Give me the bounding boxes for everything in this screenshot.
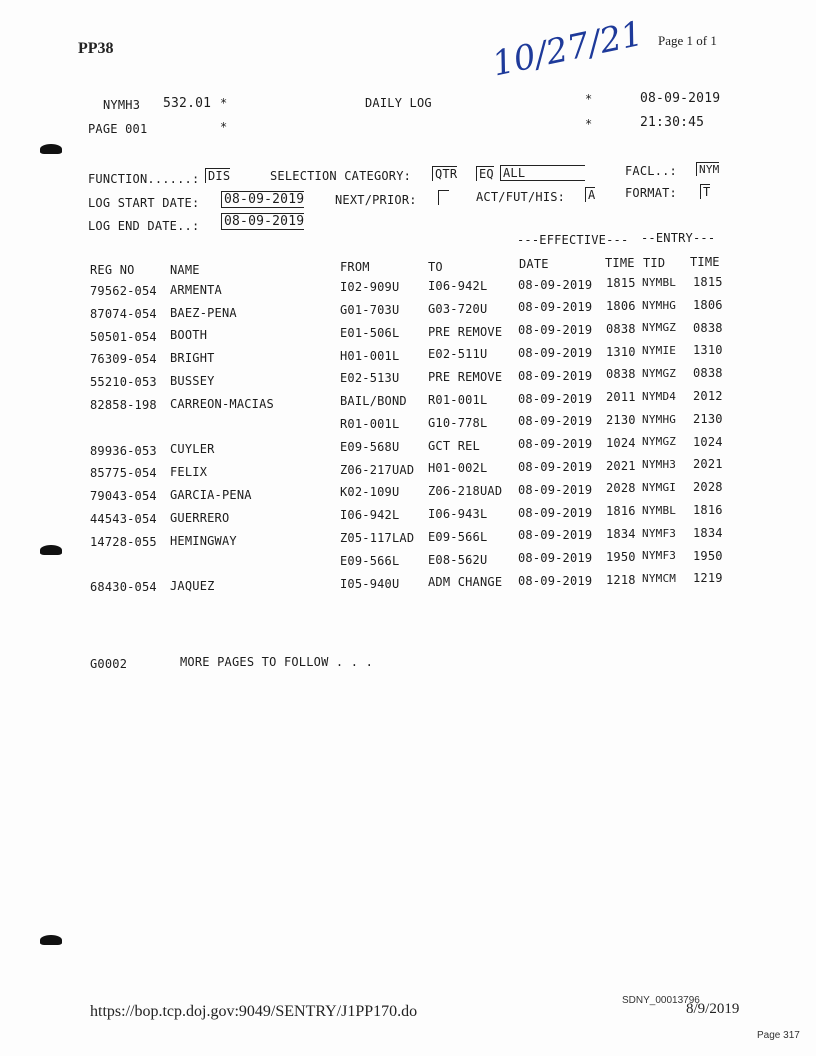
entry-time-cell: 2028 bbox=[693, 480, 723, 495]
selection-eq: EQ bbox=[476, 166, 494, 181]
to-cell: I06-943L bbox=[428, 506, 488, 521]
to-cell: E08-562U bbox=[428, 552, 488, 567]
selection-all: ALL bbox=[500, 165, 585, 181]
from-cell: Z05-117LAD bbox=[340, 531, 415, 546]
entry-time-cell: 2012 bbox=[693, 388, 723, 403]
function-label: FUNCTION......: bbox=[88, 172, 200, 186]
from-cell: R01-001L bbox=[340, 417, 400, 432]
act-fut-his-value: A bbox=[585, 187, 595, 202]
name-cell: BOOTH bbox=[170, 328, 208, 343]
reg-no-cell: 87074-054 bbox=[90, 306, 157, 321]
time-cell: 0838 bbox=[606, 367, 636, 382]
star-marker: * bbox=[220, 96, 228, 110]
tid-cell: NYMHG bbox=[642, 412, 677, 426]
tid-cell: NYMHG bbox=[642, 298, 677, 312]
date-cell: 08-09-2019 bbox=[518, 528, 593, 543]
name-cell: BAEZ-PENA bbox=[170, 305, 237, 320]
reg-no-cell: 44543-054 bbox=[90, 512, 157, 526]
punch-hole-mark bbox=[40, 935, 62, 945]
tid-cell: NYMGZ bbox=[642, 366, 677, 380]
date-cell: 08-09-2019 bbox=[518, 505, 593, 520]
start-date-value: 08-09-2019 bbox=[221, 191, 304, 208]
from-cell: G01-703U bbox=[340, 303, 400, 318]
name-cell: BUSSEY bbox=[170, 374, 215, 388]
time-cell: 0838 bbox=[606, 321, 636, 336]
function-value: DIS bbox=[205, 168, 230, 183]
handwritten-date: 10/27/21 bbox=[488, 13, 647, 85]
col-entry-time: TIME bbox=[690, 255, 720, 269]
col-name: NAME bbox=[170, 263, 200, 277]
source-url: https://bop.tcp.doj.gov:9049/SENTRY/J1PP170.do bbox=[90, 1003, 418, 1020]
time-cell: 1834 bbox=[606, 527, 636, 542]
system-code: NYMH3 bbox=[103, 98, 141, 112]
report-title: DAILY LOG bbox=[365, 96, 432, 110]
reg-no-cell: 82858-198 bbox=[90, 398, 157, 412]
to-cell: Z06-218UAD bbox=[428, 484, 503, 499]
date-cell: 08-09-2019 bbox=[518, 482, 593, 497]
from-cell: E02-513U bbox=[340, 371, 400, 386]
from-cell: I05-940U bbox=[340, 576, 400, 591]
report-date: 08-09-2019 bbox=[640, 91, 721, 106]
entry-time-cell: 1024 bbox=[693, 434, 723, 449]
tid-cell: NYMH3 bbox=[642, 458, 677, 472]
star-marker: * bbox=[585, 92, 593, 106]
time-cell: 1806 bbox=[606, 299, 636, 314]
col-tid: TID bbox=[643, 256, 666, 270]
from-cell: E09-568U bbox=[340, 439, 400, 454]
from-cell: H01-001L bbox=[340, 348, 400, 363]
time-cell: 1024 bbox=[606, 435, 636, 450]
from-cell: Z06-217UAD bbox=[340, 462, 415, 477]
from-cell: BAIL/BOND bbox=[340, 394, 407, 409]
effective-group-header: ---EFFECTIVE--- bbox=[517, 233, 629, 247]
name-cell: GUERRERO bbox=[170, 510, 230, 525]
status-message: MORE PAGES TO FOLLOW . . . bbox=[180, 655, 374, 669]
selection-label: SELECTION CATEGORY: bbox=[270, 169, 412, 183]
name-cell: CARREON-MACIAS bbox=[170, 396, 274, 411]
pp-code: PP38 bbox=[78, 40, 114, 57]
next-prior-label: NEXT/PRIOR: bbox=[335, 193, 417, 207]
reg-no-cell: 79043-054 bbox=[90, 489, 157, 504]
entry-time-cell: 2021 bbox=[693, 457, 723, 472]
date-cell: 08-09-2019 bbox=[518, 300, 593, 315]
tid-cell: NYMGZ bbox=[642, 435, 677, 449]
name-cell: CUYLER bbox=[170, 442, 215, 457]
col-reg-no: REG NO bbox=[90, 263, 135, 277]
to-cell: G10-778L bbox=[428, 415, 488, 430]
print-date: 8/9/2019 bbox=[686, 1001, 740, 1017]
date-cell: 08-09-2019 bbox=[518, 551, 593, 566]
time-cell: 1816 bbox=[606, 504, 636, 519]
name-cell: GARCIA-PENA bbox=[170, 488, 252, 502]
reg-no-cell: 55210-053 bbox=[90, 375, 157, 390]
entry-group-header: --ENTRY--- bbox=[641, 231, 716, 245]
time-cell: 1815 bbox=[606, 276, 636, 291]
to-cell: R01-001L bbox=[428, 392, 488, 407]
tid-cell: NYMIE bbox=[642, 344, 677, 358]
entry-time-cell: 1950 bbox=[693, 548, 723, 563]
format-value: T bbox=[700, 184, 710, 199]
entry-time-cell: 1806 bbox=[693, 297, 723, 312]
to-cell: I06-942L bbox=[428, 278, 488, 293]
tid-cell: NYMD4 bbox=[642, 389, 677, 403]
entry-time-cell: 0838 bbox=[693, 320, 723, 335]
date-cell: 08-09-2019 bbox=[518, 414, 593, 429]
star-marker: * bbox=[220, 120, 228, 134]
page-number: Page 317 bbox=[757, 1030, 800, 1041]
name-cell: ARMENTA bbox=[170, 282, 222, 297]
time-cell: 2011 bbox=[606, 390, 636, 405]
punch-hole-mark bbox=[40, 144, 62, 154]
to-cell: H01-002L bbox=[428, 461, 488, 476]
end-date-label: LOG END DATE..: bbox=[88, 219, 200, 233]
date-cell: 08-09-2019 bbox=[518, 323, 593, 338]
date-cell: 08-09-2019 bbox=[518, 437, 593, 452]
from-cell: E01-506L bbox=[340, 325, 400, 340]
date-cell: 08-09-2019 bbox=[518, 368, 593, 383]
from-cell: K02-109U bbox=[340, 485, 400, 500]
entry-time-cell: 1834 bbox=[693, 525, 723, 540]
to-cell: E09-566L bbox=[428, 529, 488, 544]
from-cell: I02-909U bbox=[340, 280, 400, 295]
next-prior-value bbox=[438, 190, 449, 205]
bates-number: SDNY_00013796 bbox=[622, 995, 700, 1006]
reg-no-cell: 85775-054 bbox=[90, 466, 157, 481]
report-time: 21:30:45 bbox=[640, 115, 705, 130]
star-marker: * bbox=[585, 117, 593, 131]
act-fut-his-label: ACT/FUT/HIS: bbox=[476, 190, 566, 204]
start-date-label: LOG START DATE: bbox=[88, 196, 200, 210]
time-cell: 2021 bbox=[606, 458, 636, 473]
table-row bbox=[0, 571, 816, 600]
reg-no-cell: 68430-054 bbox=[90, 580, 157, 595]
status-code: G0002 bbox=[90, 657, 128, 671]
tid-cell: NYMGZ bbox=[642, 321, 677, 335]
reg-no-cell: 79562-054 bbox=[90, 284, 157, 298]
time-cell: 1310 bbox=[606, 344, 636, 359]
to-cell: PRE REMOVE bbox=[428, 370, 503, 385]
reg-no-cell: 50501-054 bbox=[90, 329, 157, 344]
page-of: Page 1 of 1 bbox=[658, 33, 717, 48]
to-cell: G03-720U bbox=[428, 301, 488, 316]
entry-time-cell: 2130 bbox=[693, 411, 723, 426]
entry-time-cell: 1815 bbox=[693, 274, 723, 289]
date-cell: 08-09-2019 bbox=[518, 277, 593, 292]
date-cell: 08-09-2019 bbox=[518, 573, 593, 588]
reg-no-cell: 14728-055 bbox=[90, 534, 157, 549]
name-cell: FELIX bbox=[170, 465, 208, 480]
date-cell: 08-09-2019 bbox=[518, 345, 593, 360]
entry-time-cell: 1310 bbox=[693, 343, 723, 358]
time-cell: 2028 bbox=[606, 481, 636, 496]
reg-no-cell: 89936-053 bbox=[90, 443, 157, 458]
col-from: FROM bbox=[340, 260, 370, 274]
tid-cell: NYMGI bbox=[642, 480, 677, 494]
to-cell: GCT REL bbox=[428, 438, 480, 453]
date-cell: 08-09-2019 bbox=[518, 391, 593, 406]
selection-value: QTR bbox=[432, 166, 457, 181]
tid-cell: NYMBL bbox=[642, 275, 677, 289]
tid-cell: NYMF3 bbox=[642, 526, 677, 540]
tid-cell: NYMCM bbox=[642, 572, 677, 586]
name-cell: JAQUEZ bbox=[170, 579, 215, 594]
format-label: FORMAT: bbox=[625, 186, 677, 200]
to-cell: PRE REMOVE bbox=[428, 324, 503, 339]
col-date: DATE bbox=[519, 257, 549, 271]
entry-time-cell: 1219 bbox=[693, 571, 723, 586]
name-cell: BRIGHT bbox=[170, 351, 215, 366]
end-date-value: 08-09-2019 bbox=[221, 213, 304, 230]
reg-no-cell: 76309-054 bbox=[90, 352, 157, 367]
time-cell: 2130 bbox=[606, 413, 636, 428]
from-cell: E09-566L bbox=[340, 553, 400, 568]
col-to: TO bbox=[428, 260, 443, 274]
name-cell: HEMINGWAY bbox=[170, 533, 237, 548]
col-time: TIME bbox=[605, 256, 635, 270]
version: 532.01 bbox=[163, 96, 212, 111]
entry-time-cell: 1816 bbox=[693, 502, 723, 517]
time-cell: 1218 bbox=[606, 572, 636, 587]
facl-value: NYM bbox=[696, 162, 719, 176]
from-cell: I06-942L bbox=[340, 508, 400, 523]
tid-cell: NYMBL bbox=[642, 503, 677, 517]
page-label: PAGE 001 bbox=[88, 122, 148, 136]
to-cell: ADM CHANGE bbox=[428, 575, 503, 590]
tid-cell: NYMF3 bbox=[642, 549, 677, 563]
to-cell: E02-511U bbox=[428, 347, 488, 362]
date-cell: 08-09-2019 bbox=[518, 459, 593, 474]
time-cell: 1950 bbox=[606, 549, 636, 564]
facl-label: FACL..: bbox=[625, 164, 677, 178]
entry-time-cell: 0838 bbox=[693, 366, 723, 381]
